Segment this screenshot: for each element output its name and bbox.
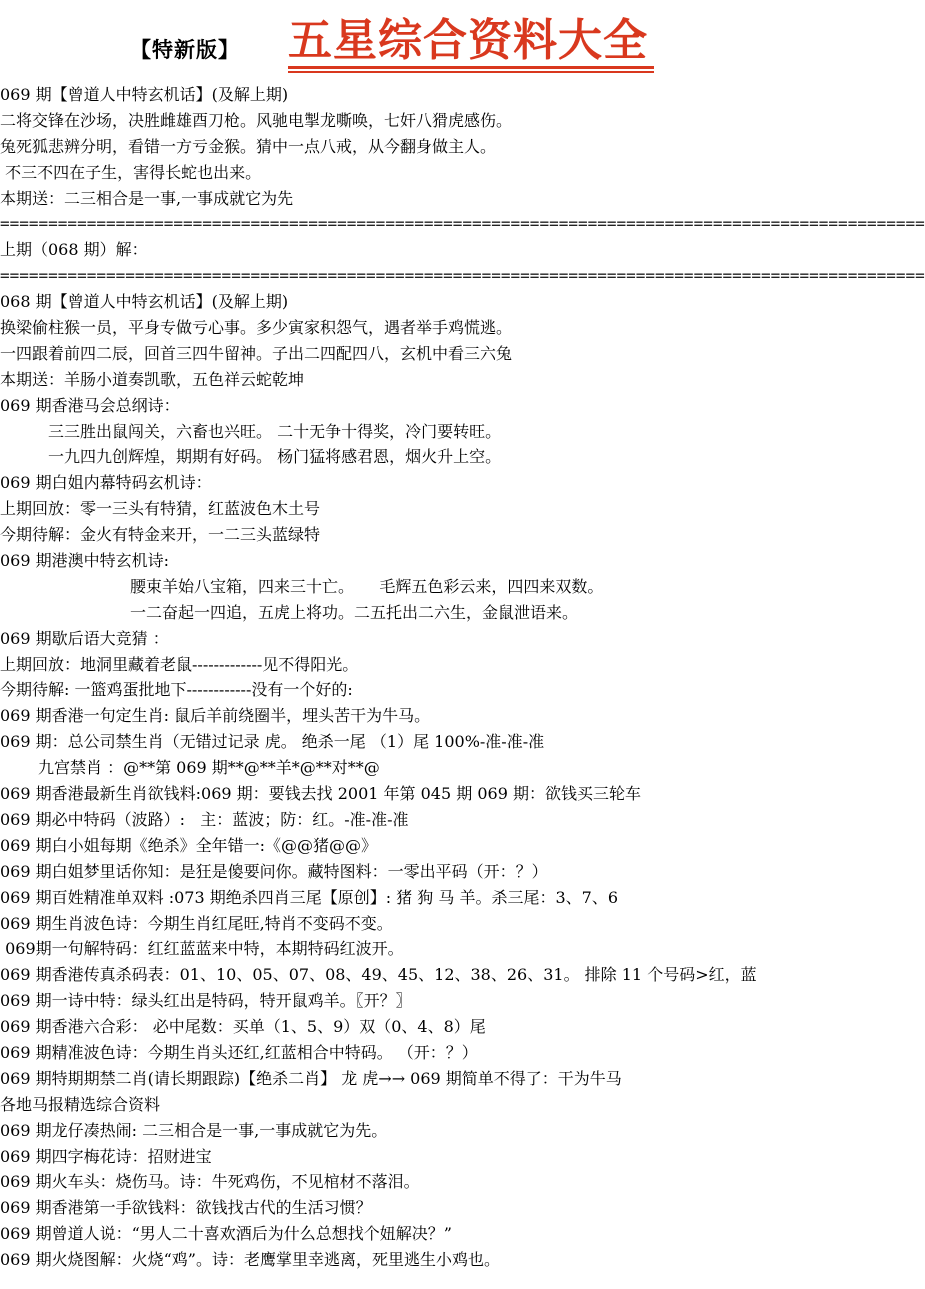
text-line: 069 期香港第一手欲钱料：欲钱找古代的生活习惯？	[0, 1198, 372, 1218]
text-line: 上期（068 期）解：	[0, 240, 148, 260]
text-line: 069 期火车头：烧伤马。诗：牛死鸡伤，不见棺材不落泪。	[0, 1172, 420, 1192]
text-line: 各地马报精选综合资料	[0, 1094, 161, 1114]
text-line: 069 期白姐内幕特码玄机诗：	[0, 473, 212, 493]
text-line: 069 期白小姐每期《绝杀》全年错一:《@@猪@@》	[0, 835, 378, 855]
text-line: 069 期：总公司禁生肖（无错过记录 虎。 绝杀一尾 （1）尾 100%-准-准-准	[0, 732, 545, 752]
text-line: 069 期曾道人说：“男人二十喜欢酒后为什么总想找个妞解决？”	[0, 1224, 452, 1244]
text-line: 069 期香港马会总纲诗：	[0, 395, 180, 415]
title-underline	[288, 66, 654, 69]
text-line: 069 期一诗中特：绿头红出是特码，特开鼠鸡羊。〖开？〗	[0, 991, 412, 1011]
text-line: 一四跟着前四二辰，回首三四牛留神。子出二四配四八，玄机中看三六兔	[0, 343, 513, 363]
separator-line: ================================================================================================	[0, 214, 925, 234]
text-line: 069 期港澳中特玄机诗:	[0, 551, 170, 571]
text-line: 今期待解: 一篮鸡蛋批地下------------没有一个好的:	[0, 680, 353, 700]
text-line: 069 期香港六合彩： 必中尾数：买单（1、5、9）双（0、4、8）尾	[0, 1017, 486, 1037]
edition-label: 【特新版】	[130, 37, 240, 62]
poem-line: 一二奋起一四追，五虎上将功。二五托出二六生，金鼠泄语来。	[130, 602, 579, 622]
text-line: 069 期香港一句定生肖: 鼠后羊前绕圈半，埋头苦干为牛马。	[0, 706, 431, 726]
text-line: 069 期精准波色诗：今期生肖头还红,红蓝相合中特码。 （开：？）	[0, 1042, 478, 1062]
text-line: 九宫禁肖 ：@**第 069 期**@**羊*@**对**@	[38, 758, 380, 778]
poem-line: 一九四九创辉煌，期期有好码。 杨门猛将感君恩，烟火升上空。	[48, 447, 502, 467]
text-line: 不三不四在子生，害得长蛇也出来。	[0, 162, 262, 182]
content-body	[0, 82, 925, 1287]
text-line: 069 期生肖波色诗：今期生肖红尾旺,特肖不变码不变。	[0, 913, 393, 933]
text-line: 上期回放：地洞里藏着老鼠-------------见不得阳光。	[0, 654, 359, 674]
text-line: 069 期四字梅花诗：招财进宝	[0, 1146, 212, 1166]
text-line: 069 期百姓精准单双料 :073 期绝杀四肖三尾【原创】: 猪 狗 马 羊。杀三尾：3、7、6	[0, 887, 619, 907]
text-line: 069期一句解特码：红红蓝蓝来中特，本期特码红波开。	[0, 939, 404, 959]
page-header	[0, 0, 852, 82]
text-line: 068 期【曾道人中特玄机话】(及解上期)	[0, 292, 289, 312]
title-underline-second	[288, 71, 654, 73]
poem-line: 三三胜出鼠闯关，六畜也兴旺。 二十无争十得奖，冷门要转旺。	[48, 421, 502, 441]
text-line: 上期回放：零一三头有特猜，红蓝波色木土号	[0, 499, 321, 519]
text-line: 069 期特期期禁二肖(请长期跟踪)【绝杀二肖】 龙 虎→→ 069 期简单不得了：干为牛马	[0, 1068, 622, 1088]
text-line: 兔死狐悲辨分明，看错一方亏金猴。猜中一点八戒，从今翻身做主人。	[0, 136, 497, 156]
text-line: 069 期火烧图解：火烧“鸡”。诗：老鹰掌里幸逃离，死里逃生小鸡也。	[0, 1250, 500, 1270]
text-line: 今期待解：金火有特金来开，一二三头蓝绿特	[0, 525, 321, 545]
text-line: 换梁偷柱猴一员，平身专做亏心事。多少寅家积怨气，遇者举手鸡慌逃。	[0, 318, 513, 338]
page-title: 五星综合资料大全	[288, 15, 648, 66]
text-line: 本期送：二三相合是一事,一事成就它为先	[0, 188, 294, 208]
text-line: 本期送：羊肠小道奏凯歌，五色祥云蛇乾坤	[0, 369, 305, 389]
text-line: 069 期【曾道人中特玄机话】(及解上期)	[0, 85, 289, 104]
text-line: 二将交锋在沙场，决胜雌雄酉刀枪。风驰电掣龙嘶唤，七奸八猾虎感伤。	[0, 110, 513, 130]
separator-line: ================================================================================================	[0, 266, 925, 286]
text-line: 069 期必中特码（波路）: 主：蓝波；防：红。-准-准-准	[0, 809, 409, 829]
text-line: 069 期龙仔凑热闹: 二三相合是一事,一事成就它为先。	[0, 1120, 388, 1140]
text-line: 069 期歇后语大竞猜 ：	[0, 628, 169, 648]
text-line: 069 期香港最新生肖欲钱料:069 期：要钱去找 2001 年第 045 期 069 期：欲钱买三轮车	[0, 784, 641, 804]
poem-line: 腰束羊始八宝箱，四来三十亡。 毛辉五色彩云来，四四来双数。	[130, 576, 604, 596]
text-line: 069 期白姐梦里话你知：是狂是傻要问你。藏特图料：一零出平码（开：？）	[0, 861, 548, 881]
text-line: 069 期香港传真杀码表：01、10、05、07、08、49、45、12、38、26、31。 排除 11 个号码>红，蓝	[0, 965, 757, 985]
